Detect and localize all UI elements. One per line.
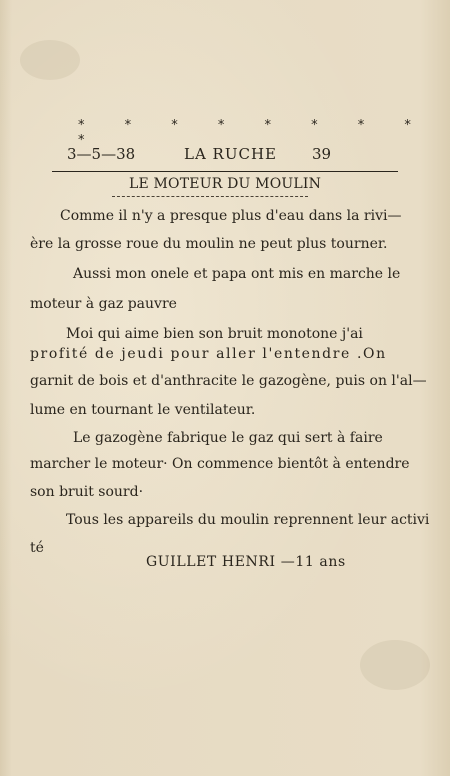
text-line: marcher le moteur· On commence bientôt à entendre [30,456,410,472]
author-signature: GUILLET HENRI —11 ans [146,554,346,570]
text-line: Moi qui aime bien son bruit monotone j'ai [66,326,363,342]
header-rule [52,171,398,172]
paper-stain [20,40,80,80]
page-header [0,145,450,165]
article-title: LE MOTEUR DU MOULIN [128,176,322,192]
page-number: 39 [312,145,332,163]
decorative-stars: * * * * * * * * * [78,118,429,148]
text-line: Aussi mon onele et papa ont mis en marche le [73,266,401,282]
journal-title: LA RUCHE [184,145,278,163]
text-line: Le gazogène fabrique le gaz qui sert à faire [73,430,383,446]
text-line: moteur à gaz pauvre [30,296,177,312]
text-line: garnit de bois et d'anthracite le gazogène, puis on l'al— [30,373,427,389]
text-line: lume en tournant le ventilateur. [30,402,256,418]
text-line: té [30,540,44,556]
paper-stain [360,640,430,690]
issue-date: 3—5—38 [67,145,136,163]
text-line: son bruit sourd· [30,484,144,500]
text-line: profité de jeudi pour aller l'entendre .On [30,346,387,362]
title-underline [112,196,308,197]
text-line: Tous les appareils du moulin reprennent leur activi [66,512,430,528]
text-line: ère la grosse roue du moulin ne peut plus tourner. [30,236,388,252]
text-line: Comme il n'y a presque plus d'eau dans la rivi— [60,208,402,224]
